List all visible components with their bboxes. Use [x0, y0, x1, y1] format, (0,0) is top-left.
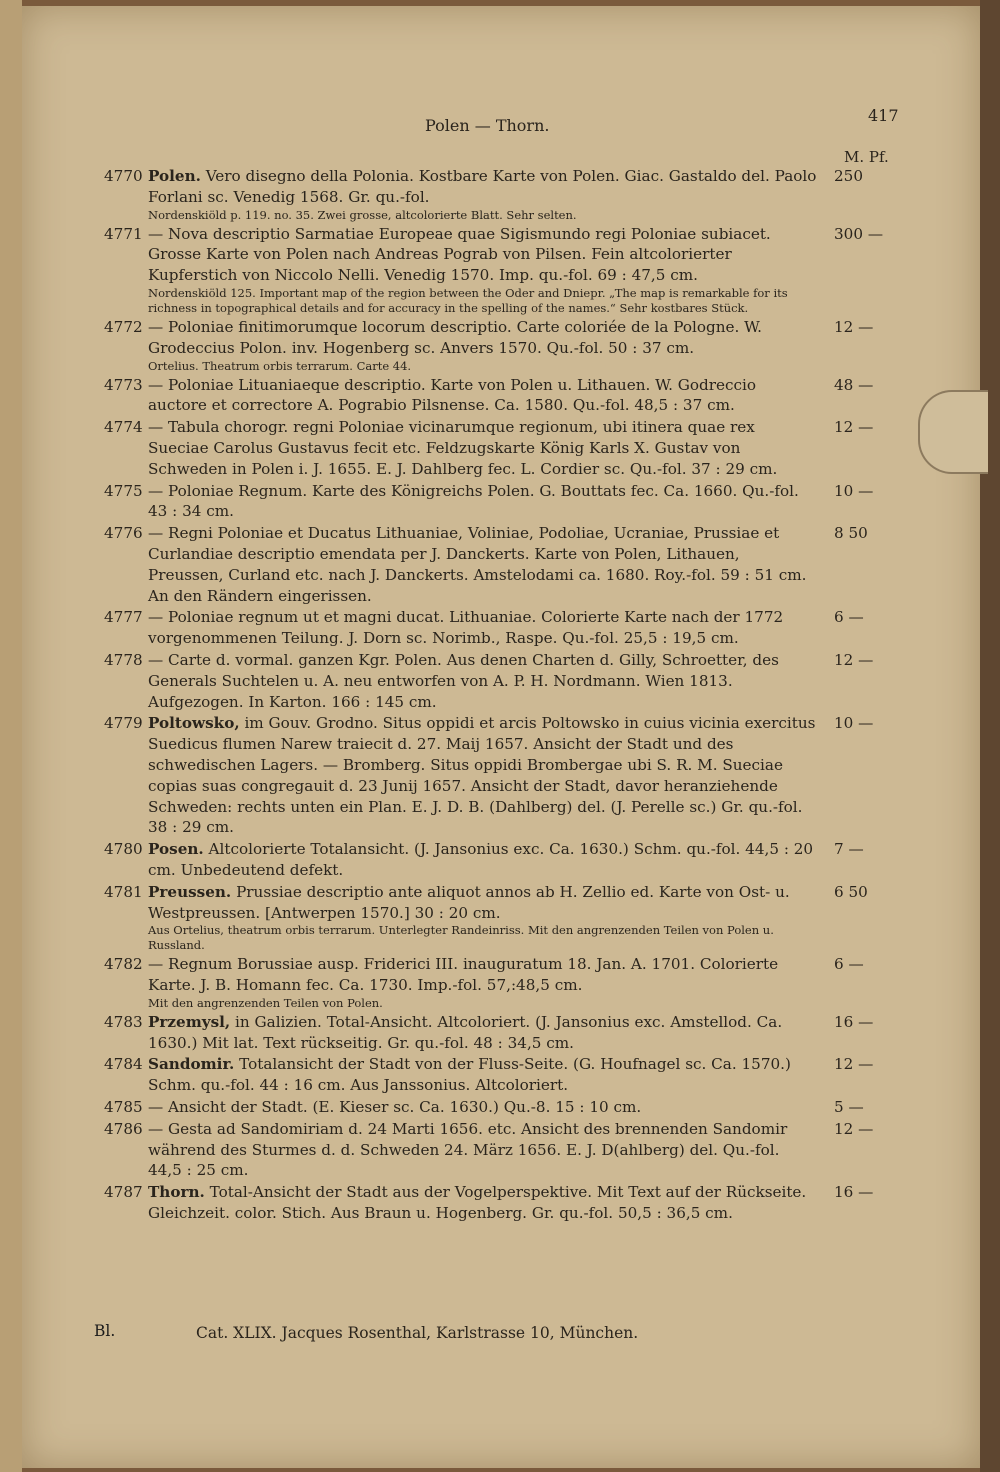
page-edge	[980, 0, 1000, 1472]
entry-note: Mit den angrenzenden Teilen von Polen.	[148, 995, 383, 1010]
entry-description	[148, 839, 818, 881]
entry-price: 12 —	[834, 317, 874, 336]
entry-description	[148, 882, 818, 954]
lot-number: 4787	[104, 1183, 143, 1202]
entry-text: Prussiae descriptio ante aliquot annos ab H. Zellio ed. Karte von Ost- u. Westpreussen. [Antwerpen 1570.] 30 : 20 cm.	[148, 882, 790, 922]
lot-number: 4774	[104, 418, 143, 437]
entry-text: — Regni Poloniae et Ducatus Lithuaniae, Voliniae, Podoliae, Ucraniae, Prussiae et Curlandiae descriptio emendata per J. Danckerts. Karte von Polen, Lithauen, Preussen, Curland etc. nach J. Danckerts. Amstelodami ca. 1680. Roy.-fol. 59 : 51 cm. An den Rändern eingerissen.	[148, 524, 807, 605]
entry-text: Total-Ansicht der Stadt aus der Vogelperspektive. Mit Text auf der Rückseite. Gleichzeit. color. Stich. Aus Braun u. Hogenberg. Gr. qu.-fol. 50,5 : 36,5 cm.	[148, 1183, 807, 1223]
entry-text: — Gesta ad Sandomiriam d. 24 Marti 1656. etc. Ansicht des brennenden Sandomir während des Sturmes d. d. Schweden 24. März 1656. E. J. D(ahlberg) del. Qu.-fol. 44,5 : 25 cm.	[148, 1119, 788, 1180]
entry-price: 12 —	[834, 418, 874, 437]
entry-description	[148, 1012, 818, 1054]
lot-number: 4782	[104, 955, 143, 974]
lot-number: 4785	[104, 1098, 143, 1117]
catalog-entry	[104, 1097, 904, 1118]
entry-price: 12 —	[834, 1055, 874, 1074]
entry-price: 300 —	[834, 224, 884, 243]
entry-text: — Regnum Borussiae ausp. Friderici III. inauguratum 18. Jan. A. 1701. Colorierte Karte. J. B. Homann fec. Ca. 1730. Imp.-fol. 57,:48,5 cm.	[148, 955, 779, 995]
catalog-entry	[104, 713, 904, 838]
lot-number: 4773	[104, 375, 143, 394]
lot-number: 4786	[104, 1119, 143, 1138]
catalog-entry	[104, 166, 904, 223]
catalog-entry	[104, 317, 904, 374]
entry-description	[148, 1054, 818, 1096]
lot-number: 4775	[104, 481, 143, 500]
entry-description	[148, 375, 818, 417]
catalog-entry	[104, 882, 904, 954]
lot-number: 4777	[104, 608, 143, 627]
currency-header: M. Pf.	[844, 148, 889, 166]
entry-headword: Sandomir.	[148, 1055, 235, 1074]
entry-price: 6 —	[834, 608, 864, 627]
entry-price: 10 —	[834, 481, 874, 500]
entry-text: in Galizien. Total-Ansicht. Altcoloriert. (J. Jansonius exc. Amstellod. Ca. 1630.) Mit lat. Text rückseitig. Gr. qu.-fol. 48 : 34,5 cm.	[148, 1012, 783, 1052]
lot-number: 4784	[104, 1055, 143, 1074]
entry-text: — Poloniae finitimorumque locorum descriptio. Carte coloriée de la Pologne. W. Grodeccius Polon. inv. Hogenberg sc. Anvers 1570. Qu.-fol. 50 : 37 cm.	[148, 317, 762, 357]
entry-price: 7 —	[834, 840, 864, 859]
catalog-entry	[104, 1054, 904, 1096]
entry-headword: Przemysl,	[148, 1012, 231, 1031]
catalog-entry	[104, 481, 904, 523]
entry-price: 12 —	[834, 650, 874, 669]
entry-text: — Tabula chorogr. regni Poloniae vicinarumque regionum, ubi itinera quae rex Sueciae Carolus Gustavus fecit etc. Feldzugskarte König Karls X. Gustav von Schweden in Polen i. J. 1655. E. J. Dahlberg fec. L. Cordier sc. Qu.-fol. 37 : 29 cm.	[148, 418, 778, 478]
lot-number: 4771	[104, 224, 143, 243]
entry-text: — Poloniae Lituaniaeque descriptio. Karte von Polen u. Lithauen. W. Godreccio auctore et correctore A. Pograbio Pilsnense. Ca. 1580. Qu.-fol. 48,5 : 37 cm.	[148, 375, 757, 415]
entry-text: Altcolorierte Totalansicht. (J. Jansonius exc. Ca. 1630.) Schm. qu.-fol. 44,5 : 20 cm. Unbedeutend defekt.	[148, 840, 814, 879]
catalog-entry	[104, 1012, 904, 1054]
catalog-entry	[104, 839, 904, 881]
entry-price: 10 —	[834, 714, 874, 733]
entry-text: — Poloniae regnum ut et magni ducat. Lithuaniae. Colorierte Karte nach der 1772 vorgenommenen Teilung. J. Dorn sc. Norimb., Raspe. Qu.-fol. 25,5 : 19,5 cm.	[148, 608, 784, 648]
catalog-entry	[104, 523, 904, 606]
entry-text: im Gouv. Grodno. Situs oppidi et arcis Poltowsko in cuius vicinia exercitus Suedicus flumen Narew traiecit d. 27. Maij 1657. Ansicht der Stadt und des schwedischen Lagers. — Bromberg. Situs oppidi Brombergae ubi S. R. M. Sueciae copias suas congregauit d. 23 Junij 1657. Ansicht der Stadt, davor heranziehende Schweden: rechts unten ein Plan. E. J. D. B. (Dahlberg) del. (J. Perelle sc.) Gr. qu.-fol. 38 : 29 cm.	[148, 714, 816, 837]
catalog-entries	[104, 166, 904, 1225]
entry-note: Nordenskiöld 125. Important map of the region between the Oder and Dniepr. „The map is remarkable for its richness in topographical details and for accuracy in the spelling of the names.“ Sehr kostbares Stück.	[148, 285, 788, 315]
bookmark-tab	[918, 390, 988, 474]
entry-description	[148, 224, 818, 316]
pencil-mark: Bl.	[94, 1322, 116, 1340]
catalog-entry	[104, 375, 904, 417]
page-number: 417	[868, 106, 899, 125]
entry-description	[148, 481, 818, 523]
entry-price: 6 —	[834, 955, 864, 974]
catalog-entry	[104, 1119, 904, 1181]
catalog-entry	[104, 417, 904, 479]
catalog-entry	[104, 607, 904, 649]
entry-description	[148, 1182, 818, 1224]
lot-number: 4772	[104, 317, 143, 336]
entry-description	[148, 1119, 818, 1181]
entry-note: Ortelius. Theatrum orbis terrarum. Carte 44.	[148, 358, 412, 373]
entry-note: Nordenskiöld p. 119. no. 35. Zwei grosse, altcolorierte Blatt. Sehr selten.	[148, 207, 577, 222]
entry-price: 16 —	[834, 1183, 874, 1202]
entry-headword: Posen.	[148, 840, 204, 859]
entry-text: — Ansicht der Stadt. (E. Kieser sc. Ca. 1630.) Qu.-8. 15 : 10 cm.	[148, 1098, 642, 1117]
lot-number: 4770	[104, 167, 143, 185]
running-head: Polen — Thorn.	[425, 116, 550, 135]
entry-text: Vero disegno della Polonia. Kostbare Karte von Polen. Giac. Gastaldo del. Paolo Forlani sc. Venedig 1568. Gr. qu.-fol.	[148, 167, 817, 206]
catalog-entry	[104, 954, 904, 1011]
entry-headword: Preussen.	[148, 882, 232, 901]
entry-headword: Polen.	[148, 167, 201, 185]
book-gutter	[0, 0, 22, 1472]
entry-price: 48 —	[834, 375, 874, 394]
entry-description	[148, 954, 818, 1011]
lot-number: 4778	[104, 650, 143, 669]
entry-text: — Nova descriptio Sarmatiae Europeae quae Sigismundo regi Poloniae subiacet. Grosse Karte von Polen nach Andreas Pograb von Pilsen. Fein altcolorierter Kupferstich von Niccolo Nelli. Venedig 1570. Imp. qu.-fol. 69 : 47,5 cm.	[148, 224, 771, 285]
lot-number: 4776	[104, 524, 143, 543]
entry-price: 250	[834, 167, 863, 185]
entry-headword: Thorn.	[148, 1183, 205, 1202]
entry-price: 12 —	[834, 1119, 874, 1138]
entry-description	[148, 650, 818, 712]
entry-price: 8 50	[834, 524, 868, 543]
entry-price: 16 —	[834, 1012, 874, 1031]
entry-description	[148, 317, 818, 374]
entry-text: — Poloniae Regnum. Karte des Königreichs Polen. G. Bouttats fec. Ca. 1660. Qu.-fol. 43 : 34 cm.	[148, 481, 799, 521]
entry-description	[148, 523, 818, 606]
entry-text: Totalansicht der Stadt von der Fluss-Seite. (G. Houfnagel sc. Ca. 1570.) Schm. qu.-fol. 44 : 16 cm. Aus Janssonius. Altcoloriert.	[148, 1055, 791, 1095]
lot-number: 4781	[104, 882, 143, 901]
entry-price: 6 50	[834, 882, 868, 901]
entry-text: — Carte d. vormal. ganzen Kgr. Polen. Aus denen Charten d. Gilly, Schroetter, des Generals Suchtelen u. A. neu entworfen von A. P. H. Nordmann. Wien 1813. Aufgezogen. In Karton. 166 : 145 cm.	[148, 650, 779, 711]
entry-note: Aus Ortelius, theatrum orbis terrarum. Unterlegter Randeinriss. Mit den angrenzenden Teilen von Polen u. Russland.	[148, 923, 774, 953]
publisher-imprint: Cat. XLIX. Jacques Rosenthal, Karlstrasse 10, München.	[196, 1324, 639, 1342]
catalog-entry	[104, 650, 904, 712]
lot-number: 4783	[104, 1012, 143, 1031]
entry-description	[148, 166, 818, 223]
entry-description	[148, 607, 818, 649]
entry-description	[148, 1097, 818, 1118]
catalog-entry	[104, 224, 904, 316]
entry-description	[148, 713, 818, 838]
lot-number: 4780	[104, 840, 143, 859]
entry-description	[148, 417, 818, 479]
entry-headword: Poltowsko,	[148, 714, 240, 733]
entry-price: 5 —	[834, 1098, 864, 1117]
catalog-entry	[104, 1182, 904, 1224]
lot-number: 4779	[104, 714, 143, 733]
